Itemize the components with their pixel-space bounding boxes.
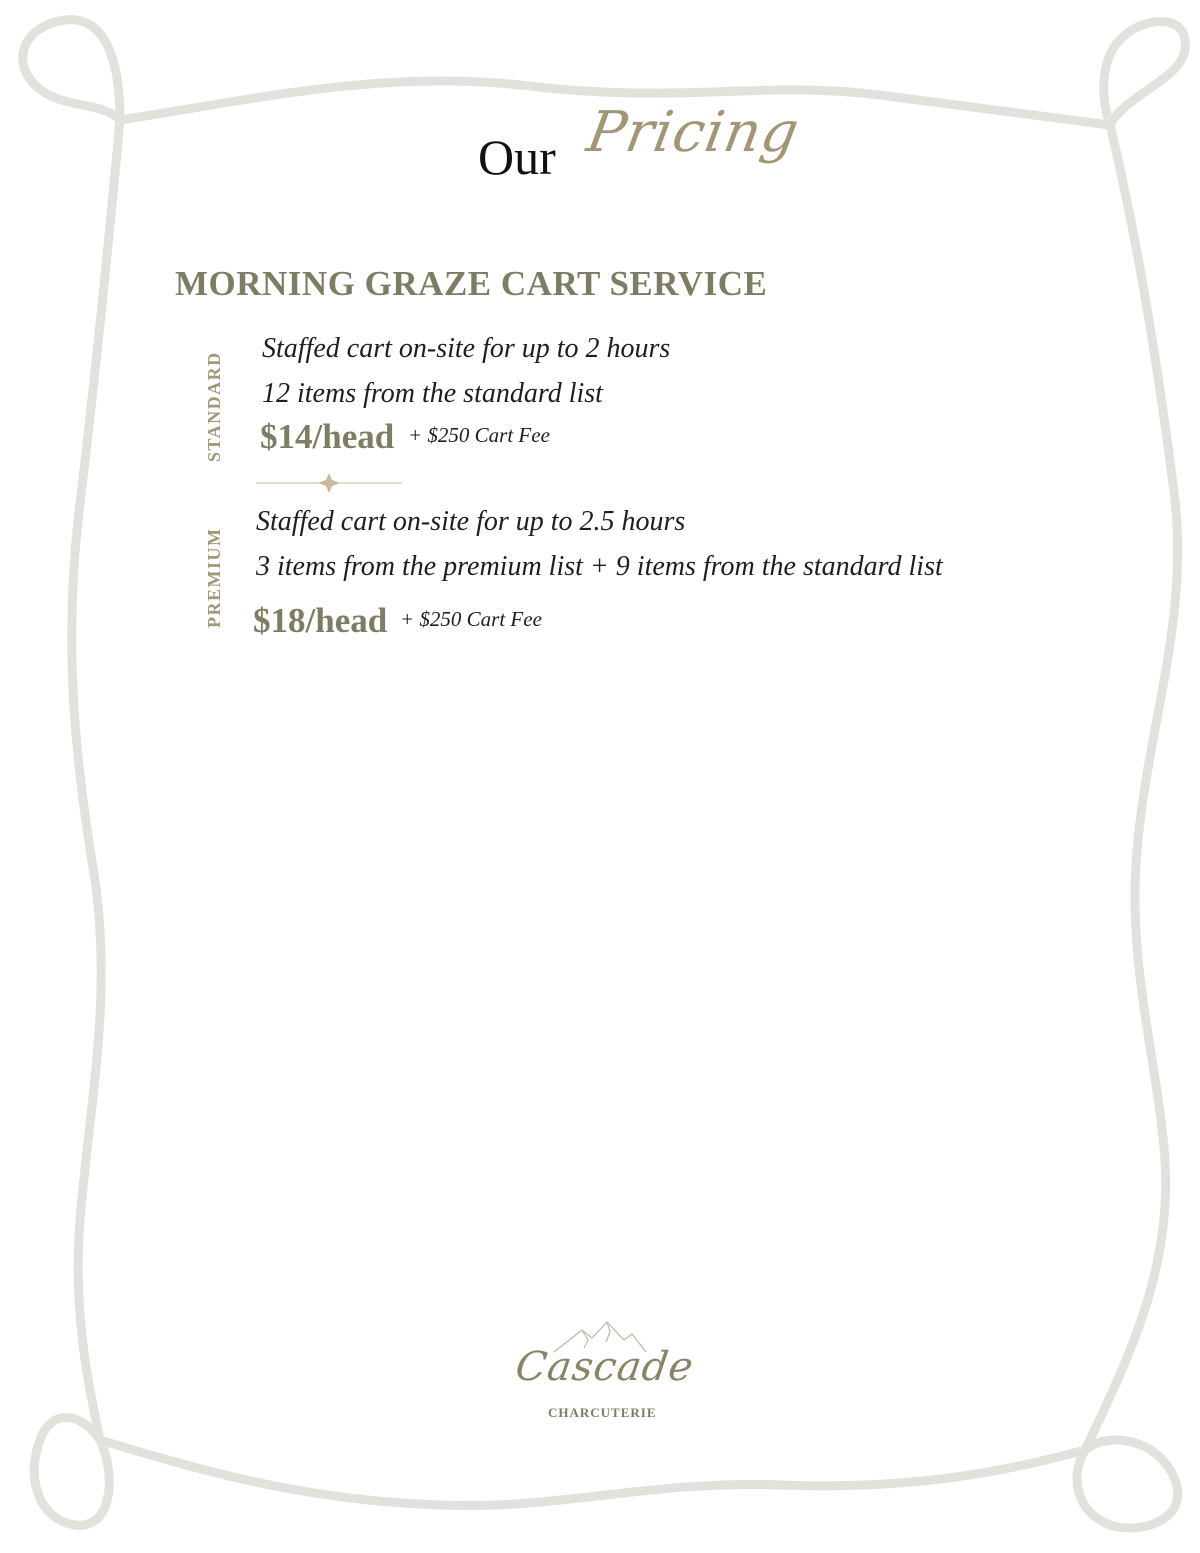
- standard-price: $14/head: [260, 417, 395, 456]
- tier-label-premium: PREMIUM: [204, 527, 224, 628]
- premium-price: $18/head: [253, 601, 388, 640]
- standard-line-1: Staffed cart on-site for up to 2 hours: [262, 333, 671, 364]
- premium-cart-fee: + $250 Cart Fee: [400, 607, 542, 631]
- title-pricing-script: Pricing: [582, 100, 805, 165]
- premium-line-1: Staffed cart on-site for up to 2.5 hours: [256, 506, 686, 537]
- title-our: Our: [478, 129, 556, 185]
- divider-sparkle-icon: [254, 472, 404, 494]
- premium-line-2: 3 items from the premium list + 9 items from the standard list: [256, 551, 943, 582]
- standard-line-2: 12 items from the standard list: [262, 378, 603, 409]
- logo-script-wordmark: Cascade: [512, 1344, 697, 1390]
- section-heading: MORNING GRAZE CART SERVICE: [175, 264, 768, 303]
- tier-label-standard: STANDARD: [204, 351, 224, 462]
- logo-subtitle: CHARCUTERIE: [548, 1405, 657, 1420]
- standard-cart-fee: + $250 Cart Fee: [408, 423, 550, 447]
